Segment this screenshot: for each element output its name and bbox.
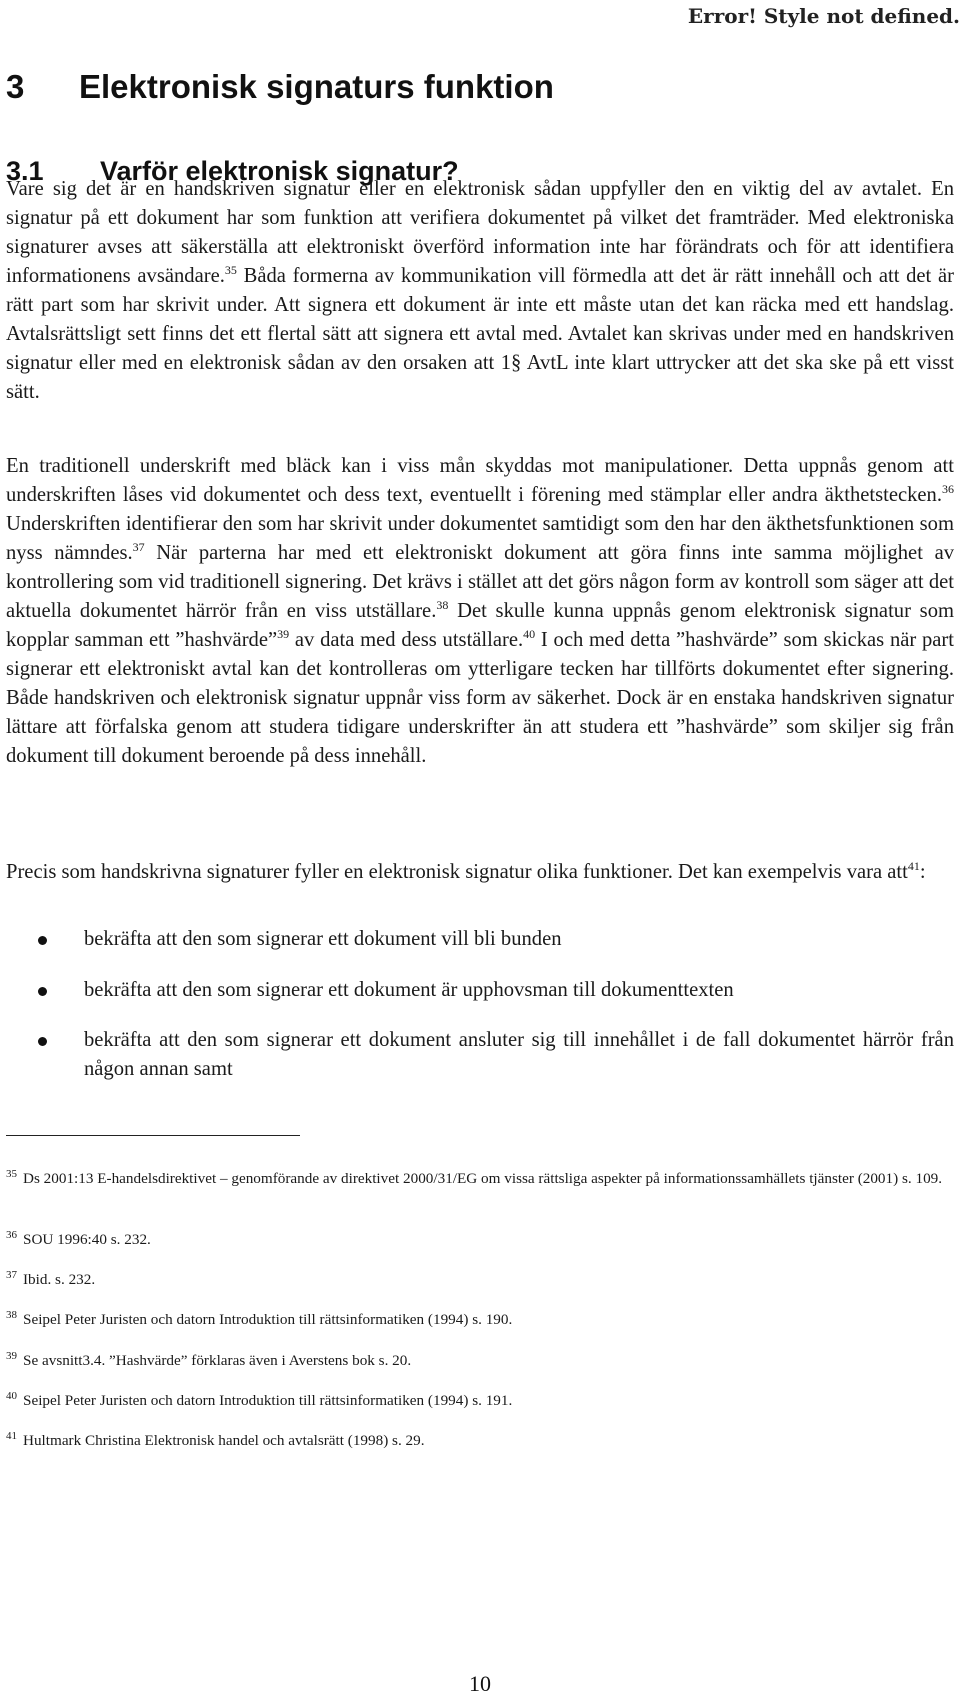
bullet-icon (38, 987, 47, 996)
list-item-text: bekräfta att den som signerar ett dokument är upphovsman till dokumenttexten (84, 979, 734, 1001)
footnote-ref-40[interactable]: 40 (523, 627, 536, 642)
footnote-separator (6, 1135, 300, 1136)
footnote (6, 1349, 954, 1373)
list-item (6, 925, 954, 954)
footnote-text: Seipel Peter Juristen och datorn Introduktion till rättsinformatiken (1994) s. 190. (23, 1311, 513, 1328)
footnote (6, 1268, 954, 1292)
footnote-text: Hultmark Christina Elektronisk handel och avtalsrätt (1998) s. 29. (23, 1432, 425, 1449)
list-item (6, 1026, 954, 1084)
footnote (6, 1429, 954, 1453)
footnote-mark: 39 (6, 1349, 17, 1362)
chapter-title: Elektronisk signaturs funktion (79, 68, 554, 105)
footnote-ref-41[interactable]: 41 (907, 859, 920, 874)
bullet-icon (38, 936, 47, 945)
list-item (6, 976, 954, 1005)
paragraph-1-text-a: Vare sig det är en handskriven signatur eller en elektronisk sådan uppfyller den en viktig del av avtalet. En signatur på ett dokument har som funktion att verifiera dokumentet på vilket det framträder. Med elektroniska signaturer avses att säkerställa att elektroniskt överförd information inte har förändrats och för att identifiera informationens avsändare. (6, 178, 954, 287)
paragraph-3-text-b: : (919, 861, 926, 883)
footnote (6, 1308, 954, 1332)
chapter-number: 3 (6, 68, 25, 105)
footnote-mark: 36 (6, 1228, 17, 1241)
paragraph-2 (6, 452, 954, 771)
bullet-icon (38, 1037, 47, 1046)
footnote-mark: 37 (6, 1268, 17, 1281)
footnote-mark: 38 (6, 1308, 17, 1321)
footnote-ref-35[interactable]: 35 (224, 263, 237, 278)
running-header: Error! Style not defined. (687, 4, 960, 28)
footnote-ref-39[interactable]: 39 (277, 627, 290, 642)
footnote-text: Se avsnitt3.4. ”Hashvärde” förklaras även i Averstens bok s. 20. (23, 1352, 412, 1369)
footnote-mark: 35 (6, 1167, 17, 1180)
footnote (6, 1389, 954, 1413)
paragraph-3 (6, 858, 954, 887)
paragraph-1 (6, 175, 954, 407)
paragraph-2-text-f: I och med detta ”hashvärde” som skickas när part signerar ett elektroniskt avtal kan det kontrolleras om ytterligare tecken har tillförts dokumentet efter signering. Både handskriven och elektronisk signatur uppnår viss form av säkerhet. Dock är en enstaka handskriven signatur lättare att förfalska genom att studera tidigare underskrifter än att studera ett ”hashvärde” som skiljer sig från dokument till dokument beroende på dess innehåll. (6, 629, 955, 767)
paragraph-2-text-e: av data med dess utställare. (289, 629, 524, 651)
paragraph-2-text-c: När parterna har med ett elektroniskt dokument att göra finns inte samma möjlighet av kontrollering som vid traditionell signering. Det krävs i stället att det görs någon form av kontroll som säger att det aktuella dokumentet härrör från en viss utställare. (6, 542, 955, 622)
footnote (6, 1228, 954, 1252)
paragraph-2-text-b: Underskriften identifierar den som har skrivit under dokumentet samtidigt som den har den äkthetsfunktionen som nyss nämndes. (6, 513, 954, 564)
paragraph-3-text-a: Precis som handskrivna signaturer fyller en elektronisk signatur olika funktioner. Det kan exempelvis vara att (6, 861, 908, 883)
footnote-text: Seipel Peter Juristen och datorn Introduktion till rättsinformatiken (1994) s. 191. (23, 1392, 513, 1409)
footnote-mark: 41 (6, 1429, 17, 1442)
list-item-text: bekräfta att den som signerar ett dokument ansluter sig till innehållet i de fall dokumentet härrör från någon annan samt (84, 1029, 954, 1080)
footnote-ref-36[interactable]: 36 (942, 482, 954, 497)
footnote-text: Ds 2001:13 E-handelsdirektivet – genomförande av direktivet 2000/31/EG om vissa rättsliga aspekter på informationssamhällets tjänster (2001) s. 109. (23, 1170, 943, 1187)
footnote-mark: 40 (6, 1389, 17, 1402)
page-number: 10 (469, 1671, 491, 1696)
list-item-text: bekräfta att den som signerar ett dokument vill bli bunden (84, 928, 562, 950)
footnote-text: SOU 1996:40 s. 232. (23, 1231, 151, 1248)
section-number: 3.1 (6, 156, 44, 186)
paragraph-2-text-d: Det skulle kunna uppnås genom elektronisk signatur som kopplar samman ett ”hashvärde” (6, 600, 955, 651)
footnote (6, 1167, 954, 1191)
paragraph-2-text-a: En traditionell underskrift med bläck kan i viss mån skyddas mot manipulationer. Detta uppnås genom att underskriften låses vid dokumentet och dess text, eventuellt i förening med stämplar eller andra äkthetstecken. (6, 455, 954, 506)
chapter-heading (6, 68, 554, 106)
paragraph-1-text-b: Båda formerna av kommunikation vill förmedla att det är rätt innehåll och att det är rätt part som har skrivit under. Att signera ett dokument är inte ett måste utan det kan räcka med ett handslag. Avtalsrättsligt sett finns det ett flertal sätt att signera ett avtal med. Avtalet kan skrivas under med en handskriven signatur eller med en elektronisk sådan av den orsaken att 1§ AvtL inte klart uttrycker att det ska ske på ett visst sätt. (6, 265, 954, 403)
section-title: Varför elektronisk signatur? (100, 156, 459, 186)
bullet-list (6, 925, 954, 1084)
footnote-text: Ibid. s. 232. (23, 1271, 96, 1288)
footnote-ref-37[interactable]: 37 (132, 540, 145, 555)
footnote-ref-38[interactable]: 38 (436, 598, 449, 613)
